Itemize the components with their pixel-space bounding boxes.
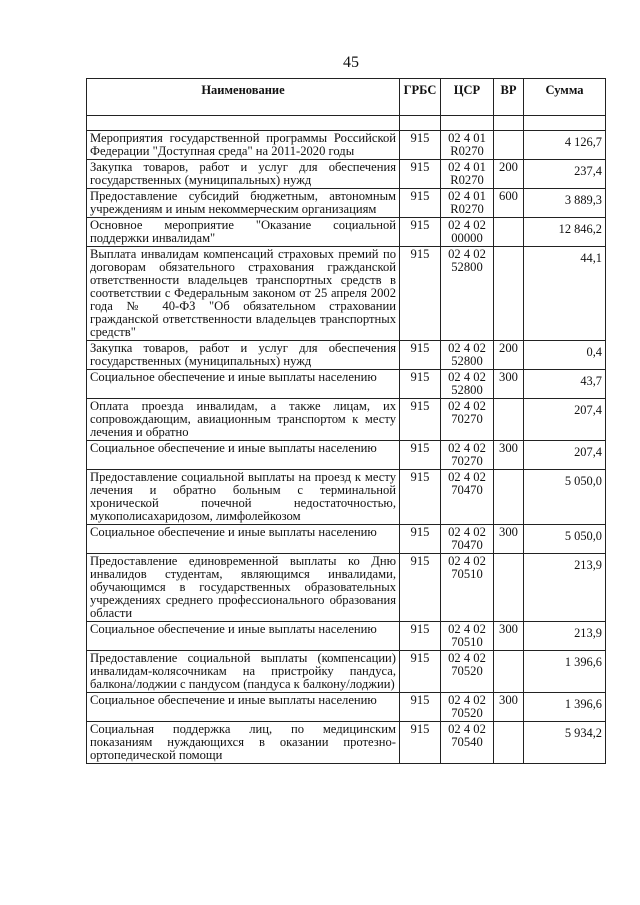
cell-vr: 300 <box>494 693 524 722</box>
table-header-row <box>87 79 606 116</box>
cell-csr: 02 4 02 70270 <box>441 399 494 441</box>
cell-grbs: 915 <box>400 399 441 441</box>
budget-table <box>86 78 606 764</box>
table-row <box>87 441 606 470</box>
cell-csr: 02 4 02 70270 <box>441 441 494 470</box>
cell-vr: 300 <box>494 525 524 554</box>
cell-vr <box>494 399 524 441</box>
cell-name: Мероприятия государственной программы Российской Федерации "Доступная среда" на 2011-2020 годы <box>87 131 400 160</box>
cell-name: Социальное обеспечение и иные выплаты населению <box>87 525 400 554</box>
cell-vr: 300 <box>494 441 524 470</box>
table-row <box>87 189 606 218</box>
cell-grbs: 915 <box>400 370 441 399</box>
cell-csr: 02 4 01 R0270 <box>441 189 494 218</box>
cell-name: Социальная поддержка лиц, по медицинским показаниям нуждающихся в оказании протезно-ортопедической помощи <box>87 722 400 764</box>
cell-csr: 02 4 02 70520 <box>441 693 494 722</box>
cell-sum: 5 050,0 <box>524 470 606 525</box>
cell-sum: 1 396,6 <box>524 651 606 693</box>
cell-csr: 02 4 02 70510 <box>441 622 494 651</box>
header-csr: ЦСР <box>441 79 494 116</box>
cell-vr <box>494 247 524 341</box>
cell-vr <box>494 651 524 693</box>
cell-sum: 43,7 <box>524 370 606 399</box>
table-row <box>87 131 606 160</box>
cell-vr: 300 <box>494 370 524 399</box>
cell-sum: 213,9 <box>524 554 606 622</box>
cell-vr: 200 <box>494 341 524 370</box>
cell-vr: 200 <box>494 160 524 189</box>
table-row <box>87 370 606 399</box>
cell-sum: 5 050,0 <box>524 525 606 554</box>
cell-csr: 02 4 02 00000 <box>441 218 494 247</box>
cell-name: Основное мероприятие "Оказание социальной поддержки инвалидам" <box>87 218 400 247</box>
cell-sum: 213,9 <box>524 622 606 651</box>
cell-sum: 12 846,2 <box>524 218 606 247</box>
table-row <box>87 470 606 525</box>
cell-grbs: 915 <box>400 554 441 622</box>
cell-name: Выплата инвалидам компенсаций страховых премий по договорам обязательного страхования гражданской ответственности владельцев транспортных средств в соответствии с Федеральным законом от 25 апреля 2002 года № 40-ФЗ "Об обязательном страховании гражданской ответственности владельцев транспортных средств" <box>87 247 400 341</box>
cell-name: Социальное обеспечение и иные выплаты населению <box>87 370 400 399</box>
cell-vr: 300 <box>494 622 524 651</box>
cell-csr: 02 4 02 70520 <box>441 651 494 693</box>
cell-csr: 02 4 01 R0270 <box>441 131 494 160</box>
cell-grbs: 915 <box>400 651 441 693</box>
cell-name: Предоставление социальной выплаты на проезд к месту лечения и обратно больным с терминальной хронической почечной недостаточностью, мукополисахаридозом, лимфолейкозом <box>87 470 400 525</box>
cell-vr <box>494 470 524 525</box>
cell-grbs: 915 <box>400 160 441 189</box>
cell-name: Предоставление единовременной выплаты ко Дню инвалидов студентам, являющимся инвалидами, обучающимся в государственных образовательных учреждениях среднего профессионального образования области <box>87 554 400 622</box>
header-sum: Сумма <box>524 79 606 116</box>
cell-csr: 02 4 02 70510 <box>441 554 494 622</box>
cell-grbs: 915 <box>400 247 441 341</box>
cell-csr: 02 4 02 70470 <box>441 470 494 525</box>
table-row <box>87 341 606 370</box>
cell-grbs: 915 <box>400 341 441 370</box>
table-row <box>87 722 606 764</box>
header-vr: ВР <box>494 79 524 116</box>
cell-sum: 207,4 <box>524 399 606 441</box>
cell-sum: 0,4 <box>524 341 606 370</box>
table-row <box>87 525 606 554</box>
cell-name: Предоставление социальной выплаты (компенсации) инвалидам-колясочникам на пристройку пандуса, балкона/лоджии с пандусом (пандуса к балкону/лоджии) <box>87 651 400 693</box>
cell-grbs: 915 <box>400 441 441 470</box>
cell-vr: 600 <box>494 189 524 218</box>
table-row <box>87 651 606 693</box>
table-row <box>87 622 606 651</box>
cell-grbs: 915 <box>400 131 441 160</box>
header-name: Наименование <box>87 79 400 116</box>
cell-name: Закупка товаров, работ и услуг для обеспечения государственных (муниципальных) нужд <box>87 160 400 189</box>
cell-grbs: 915 <box>400 470 441 525</box>
cell-sum: 4 126,7 <box>524 131 606 160</box>
page-number: 45 <box>343 54 359 71</box>
cell-vr <box>494 218 524 247</box>
cell-name: Социальное обеспечение и иные выплаты населению <box>87 441 400 470</box>
cell-name: Закупка товаров, работ и услуг для обеспечения государственных (муниципальных) нужд <box>87 341 400 370</box>
cell-sum: 44,1 <box>524 247 606 341</box>
cell-csr: 02 4 02 52800 <box>441 341 494 370</box>
table-row <box>87 247 606 341</box>
cell-grbs: 915 <box>400 218 441 247</box>
cell-csr: 02 4 02 52800 <box>441 370 494 399</box>
cell-name: Социальное обеспечение и иные выплаты населению <box>87 693 400 722</box>
cell-name: Социальное обеспечение и иные выплаты населению <box>87 622 400 651</box>
cell-grbs: 915 <box>400 722 441 764</box>
cell-grbs: 915 <box>400 189 441 218</box>
cell-vr <box>494 554 524 622</box>
table-spacer-row <box>87 116 606 131</box>
cell-vr <box>494 722 524 764</box>
cell-sum: 5 934,2 <box>524 722 606 764</box>
header-grbs: ГРБС <box>400 79 441 116</box>
cell-sum: 207,4 <box>524 441 606 470</box>
cell-sum: 237,4 <box>524 160 606 189</box>
table-row <box>87 693 606 722</box>
cell-vr <box>494 131 524 160</box>
cell-grbs: 915 <box>400 622 441 651</box>
cell-csr: 02 4 02 52800 <box>441 247 494 341</box>
cell-sum: 1 396,6 <box>524 693 606 722</box>
cell-grbs: 915 <box>400 525 441 554</box>
table-row <box>87 554 606 622</box>
cell-csr: 02 4 02 70540 <box>441 722 494 764</box>
cell-csr: 02 4 02 70470 <box>441 525 494 554</box>
cell-name: Предоставление субсидий бюджетным, автономным учреждениям и иным некоммерческим организациям <box>87 189 400 218</box>
cell-csr: 02 4 01 R0270 <box>441 160 494 189</box>
table-row <box>87 218 606 247</box>
cell-grbs: 915 <box>400 693 441 722</box>
table-row <box>87 160 606 189</box>
cell-name: Оплата проезда инвалидам, а также лицам, их сопровождающим, авиационным транспортом к месту лечения и обратно <box>87 399 400 441</box>
table-row <box>87 399 606 441</box>
cell-sum: 3 889,3 <box>524 189 606 218</box>
